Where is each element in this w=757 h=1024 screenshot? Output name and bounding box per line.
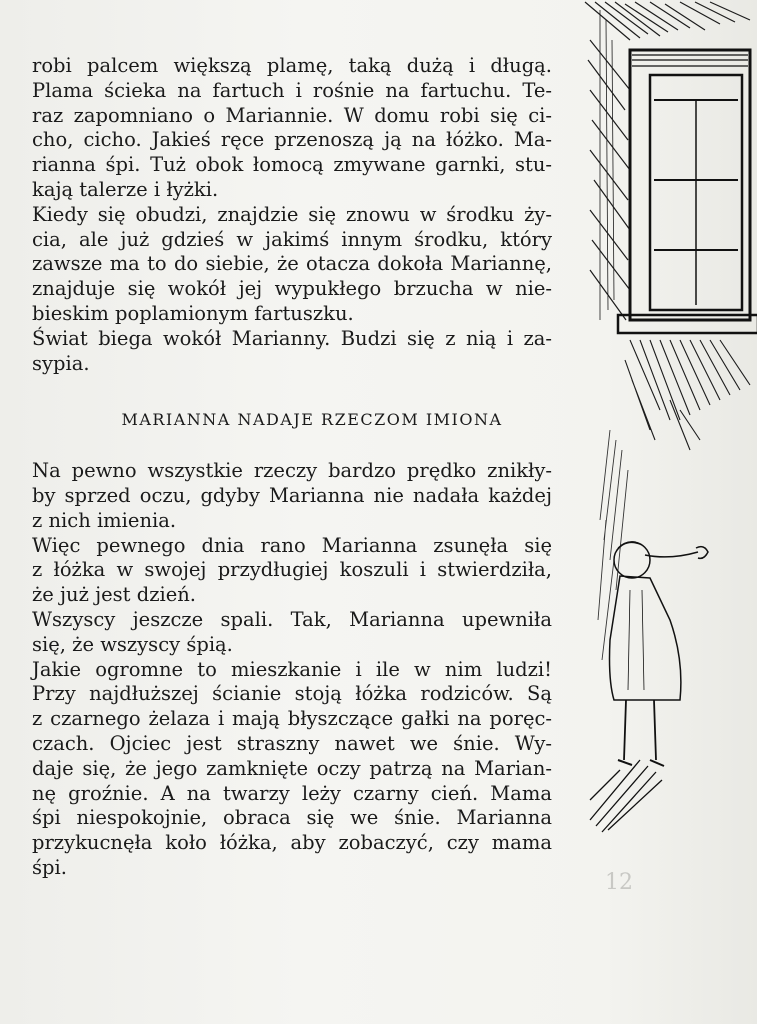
text-line: rianna śpi. Tuż obok łomocą zmywane garnki, stu- (32, 153, 552, 177)
text-line: z czarnego żelaza i mają błyszczące gałki na poręc- (32, 707, 552, 731)
text-line: że już jest dzień. (32, 583, 197, 607)
text-line: raz zapomniano o Mariannie. W domu robi się ci- (32, 103, 552, 127)
text-line: daje się, że jego zamknięte oczy patrzą na Marian- (32, 756, 552, 780)
text-line: cho, cicho. Jakieś ręce przenoszą ją na łóżko. Ma- (32, 128, 552, 152)
text-line: z łóżka w swojej przydługiej koszuli i stwierdziła, (32, 558, 552, 582)
text-line: Na pewno wszystkie rzeczy bardzo prędko znikły- (32, 459, 552, 483)
paragraph-6 (32, 608, 552, 658)
text-line: przykucnęła koło łóżka, aby zobaczyć, czy mama (32, 831, 552, 855)
page-number: 12 (605, 870, 633, 895)
paragraph-5 (32, 534, 552, 608)
text-line: by sprzed oczu, gdyby Marianna nie nadała każdej (32, 483, 552, 507)
text-line: Kiedy się obudzi, znajdzie się znowu w środku ży- (32, 202, 552, 226)
floor-shadow (590, 760, 662, 832)
text-line: Plama ścieka na fartuch i rośnie na fartuchu. Te- (32, 78, 552, 102)
paragraph-7 (32, 658, 552, 881)
text-line: sypia. (32, 351, 90, 375)
child-figure (610, 542, 709, 766)
paragraph-2 (32, 203, 552, 327)
text-line: Świat biega wokół Marianny. Budzi się z nią i za- (32, 326, 552, 350)
window-shadow (625, 340, 750, 450)
text-line: Przy najdłuższej ścianie stoją łóżka rodziców. Są (32, 682, 552, 706)
window-and-child-illustration (570, 0, 757, 1024)
window (618, 50, 757, 333)
chapter-heading: MARIANNA NADAJE RZECZOM IMIONA (121, 410, 503, 430)
text-line: nę groźnie. A na twarzy leży czarny cień. Mama (32, 781, 552, 805)
text-line: śpi niespokojnie, obraca się we śnie. Marianna (32, 806, 552, 830)
text-line: znajduje się wokół jej wypukłego brzucha w nie- (32, 277, 552, 301)
text-line: cia, ale już gdzieś w jakimś innym środku, który (32, 227, 552, 251)
text-line: Jakie ogromne to mieszkanie i ile w nim ludzi! (32, 657, 552, 681)
text-line: śpi. (32, 855, 67, 879)
text-line: się, że wszyscy śpią. (32, 632, 233, 656)
text-line: kają talerze i łyżki. (32, 177, 219, 201)
text-line: Wszyscy jeszcze spali. Tak, Marianna upewniła (32, 607, 552, 631)
paragraph-4 (32, 459, 552, 533)
text-line: z nich imienia. (32, 508, 177, 532)
paragraph-3 (32, 327, 552, 377)
text-line: czach. Ojciec jest straszny nawet we śnie. Wy- (32, 731, 552, 755)
text-line: zawsze ma to do siebie, że otacza dokoła Mariannę, (32, 252, 552, 276)
text-line: robi palcem większą plamę, taką dużą i długą. (32, 54, 552, 77)
paragraph-1 (32, 54, 552, 203)
body-text (32, 54, 552, 881)
text-line: Więc pewnego dnia rano Marianna zsunęła się (32, 533, 552, 557)
text-line: bieskim poplamionym fartuszku. (32, 301, 354, 325)
